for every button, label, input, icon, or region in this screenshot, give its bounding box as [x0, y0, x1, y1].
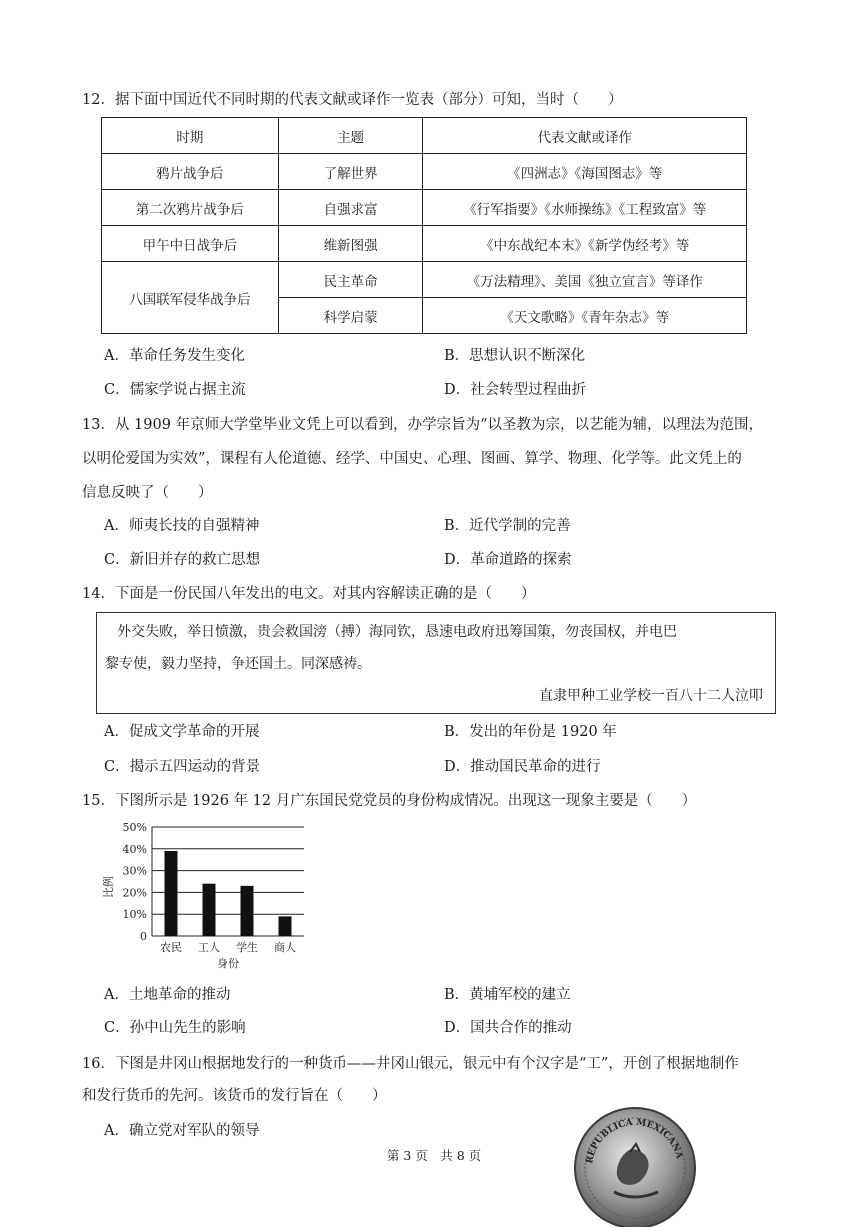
- table-row: [102, 154, 747, 190]
- page-footer: 第 3 页 共 8 页: [386, 1148, 482, 1163]
- q14-stem: 14．下面是一份民国八年发出的电文。对其内容解读正确的是（ ）: [82, 586, 536, 602]
- table-cell: 科学启蒙: [278, 298, 423, 334]
- q15-stem: 15．下图所示是 1926 年 12 月广东国民党党员的身份构成情况。出现这一现象主要是（ ）: [82, 793, 697, 809]
- q14-option-d[interactable]: D．推动国民革命的进行: [444, 759, 601, 775]
- q13-option-b[interactable]: B．近代学制的完善: [444, 518, 571, 534]
- coin-legend-text: REPUBLICA MEXICANA: [585, 1117, 684, 1165]
- table-cell: 《四洲志》《海国图志》等: [423, 154, 747, 190]
- y-axis-label: 比例: [102, 876, 115, 898]
- q12-option-d[interactable]: D．社会转型过程曲折: [444, 382, 587, 398]
- x-axis-label: 身份: [217, 957, 239, 970]
- q13-stem-line1: 13．从 1909 年京师大学堂毕业文凭上可以看到，办学宗旨为“以圣教为宗，以艺能为辅，以理法为范围，: [82, 417, 763, 433]
- q13-option-c[interactable]: C．新旧并存的救亡思想: [104, 552, 261, 568]
- y-tick-label: 50%: [122, 821, 147, 834]
- q13-option-d[interactable]: D．革命道路的探索: [444, 552, 572, 568]
- telegram-signature: 直隶甲种工业学校一百八十二人泣叩: [539, 688, 763, 704]
- q14-option-a[interactable]: A．促成文学革命的开展: [104, 724, 260, 740]
- telegram-box: [96, 612, 776, 714]
- q12-table: [101, 117, 747, 334]
- y-tick-label: 30%: [122, 864, 147, 878]
- y-tick-label: 40%: [122, 842, 147, 856]
- table-cell: 《行军指要》《水师操练》《工程致富》等: [423, 190, 747, 226]
- identity-bar-chart: [100, 815, 315, 975]
- table-header-cell: 时期: [102, 118, 279, 154]
- telegram-line1: 外交失败，举日愤激，贵会救国滂（搏）海同钦，恳速电政府迅筹国策，勿丧国权，并电巴: [117, 624, 677, 640]
- q12-option-b[interactable]: B．思想认识不断深化: [444, 348, 586, 364]
- table-cell: 民主革命: [278, 262, 423, 298]
- q16-option-a[interactable]: A．确立党对军队的领导: [104, 1123, 260, 1139]
- table-cell: 八国联军侵华战争后: [102, 262, 279, 334]
- table-header-row: [102, 118, 747, 154]
- bar-3: [241, 886, 254, 936]
- table-cell: 了解世界: [278, 154, 423, 190]
- y-tick-label: 0: [140, 930, 147, 943]
- q14-option-c[interactable]: C．揭示五四运动的背景: [104, 759, 261, 775]
- table-cell: 维新图强: [278, 226, 423, 262]
- table-cell: 鸦片战争后: [102, 154, 279, 190]
- table-row: [102, 226, 747, 262]
- q16-stem-line1: 16．下图是井冈山根据地发行的一种货币——井冈山银元，银元中有个汉字是“工”，开创了根据地制作: [82, 1056, 739, 1072]
- q15-option-a[interactable]: A．土地革命的推动: [104, 987, 231, 1003]
- q16-stem-line2: 和发行货币的先河。该货币的发行旨在（ ）: [82, 1088, 387, 1104]
- table-cell: 甲午中日战争后: [102, 226, 279, 262]
- q15-option-c[interactable]: C．孙中山先生的影响: [104, 1020, 246, 1036]
- y-tick-label: 10%: [122, 908, 147, 922]
- q15-option-d[interactable]: D．国共合作的推动: [444, 1020, 572, 1036]
- table-row: [102, 262, 747, 298]
- bar-2: [203, 884, 216, 936]
- table-row: [102, 190, 747, 226]
- q14-option-b[interactable]: B．发出的年份是 1920 年: [444, 724, 617, 740]
- table-cell: 《天文歌略》《青年杂志》等: [423, 298, 747, 334]
- q13-stem-line3: 信息反映了（ ）: [82, 485, 213, 501]
- table-header-cell: 代表文献或译作: [423, 118, 747, 154]
- x-tick-label: 学生: [236, 941, 258, 954]
- x-tick-label: 商人: [274, 941, 296, 954]
- y-tick-label: 20%: [122, 886, 147, 900]
- q15-option-b[interactable]: B．黄埔军校的建立: [444, 987, 571, 1003]
- q12-stem: 12．据下面中国近代不同时期的代表文献或译作一览表（部分）可知，当时（ ）: [82, 92, 623, 108]
- x-tick-label: 农民: [160, 941, 182, 954]
- q13-stem-line2: 以明伦爱国为实效”，课程有人伦道德、经学、中国史、心理、图画、算学、物理、化学等。此文凭上的: [82, 451, 742, 467]
- x-tick-label: 工人: [198, 941, 220, 954]
- table-cell: 《中东战纪本末》《新学伪经考》等: [423, 226, 747, 262]
- table-cell: 自强求富: [278, 190, 423, 226]
- q12-option-c[interactable]: C．儒家学说占据主流: [104, 382, 246, 398]
- table-cell: 《万法精理》、美国《独立宣言》等译作: [423, 262, 747, 298]
- q12-option-a[interactable]: A．革命任务发生变化: [104, 348, 245, 364]
- bar-4: [279, 916, 292, 936]
- q13-option-a[interactable]: A．师夷长技的自强精神: [104, 518, 260, 534]
- bar-1: [165, 851, 178, 936]
- table-header-cell: 主题: [278, 118, 423, 154]
- table-cell: 第二次鸦片战争后: [102, 190, 279, 226]
- telegram-line2: 黎专使，毅力坚持，争还国土。同深感祷。: [105, 656, 371, 672]
